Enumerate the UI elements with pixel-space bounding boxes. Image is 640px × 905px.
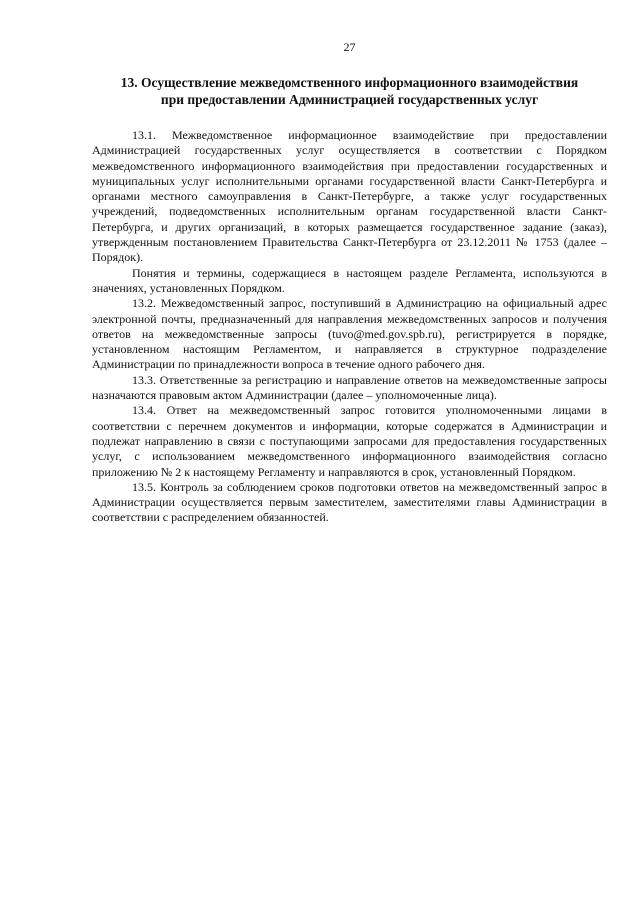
paragraph-13-4: 13.4. Ответ на межведомственный запрос готовится уполномоченными лицами в соответствии с перечнем документов и информации, которые содержатся в Администрации и подлежат направлению в связи с поступающими запросами для предоставления государственных услуг, с использованием межведомственного информационного взаимодействия согласно приложению № 2 к настоящему Регламенту и направляются в срок, установленный Порядком. <box>92 403 607 479</box>
section-title-line-2: при предоставлении Администрацией государственных услуг <box>160 92 539 107</box>
paragraph-terms: Понятия и термины, содержащиеся в настоящем разделе Регламента, используются в значениях, установленных Порядком. <box>92 265 607 295</box>
paragraph-13-2: 13.2. Межведомственный запрос, поступивший в Администрацию на официальный адрес электронной почты, предназначенный для направления межведомственных запросов и получения ответов на межведомственные запросы (tuvo@med.gov.spb.ru), регистрируется в порядке, установленном настоящим Регламентом, и направляется в структурное подразделение Администрации по принадлежности вопроса в течение одного рабочего дня. <box>92 296 607 372</box>
paragraph-13-5: 13.5. Контроль за соблюдением сроков подготовки ответов на межведомственный запрос в Администрации осуществляется первым заместителем, заместителями главы Администрации в соответствии с распределением обязанностей. <box>92 479 607 525</box>
section-body <box>92 128 607 526</box>
paragraph-13-1: 13.1. Межведомственное информационное взаимодействие при предоставлении Администрацией государственных услуг осуществляется в соответствии с Порядком межведомственного информационного взаимодействия при предоставлении государственных и муниципальных услуг исполнительными органами государственной власти Санкт-Петербурга и органами местного самоуправления в Санкт-Петербурге, а также услуг государственных учреждений, подведомственных исполнительным органам государственной власти Санкт-Петербурга, и других организаций, в которых размещается государственное задание (заказ), утвержденным постановлением Правительства Санкт-Петербурга от 23.12.2011 № 1753 (далее – Порядок). <box>92 128 607 265</box>
section-title-line-1: 13. Осуществление межведомственного информационного взаимодействия <box>120 75 579 90</box>
paragraph-13-3: 13.3. Ответственные за регистрацию и направление ответов на межведомственные запросы назначаются правовым актом Администрации (далее – уполномоченные лица). <box>92 372 607 403</box>
section-title <box>92 74 607 108</box>
page-number: 27 <box>343 40 356 54</box>
